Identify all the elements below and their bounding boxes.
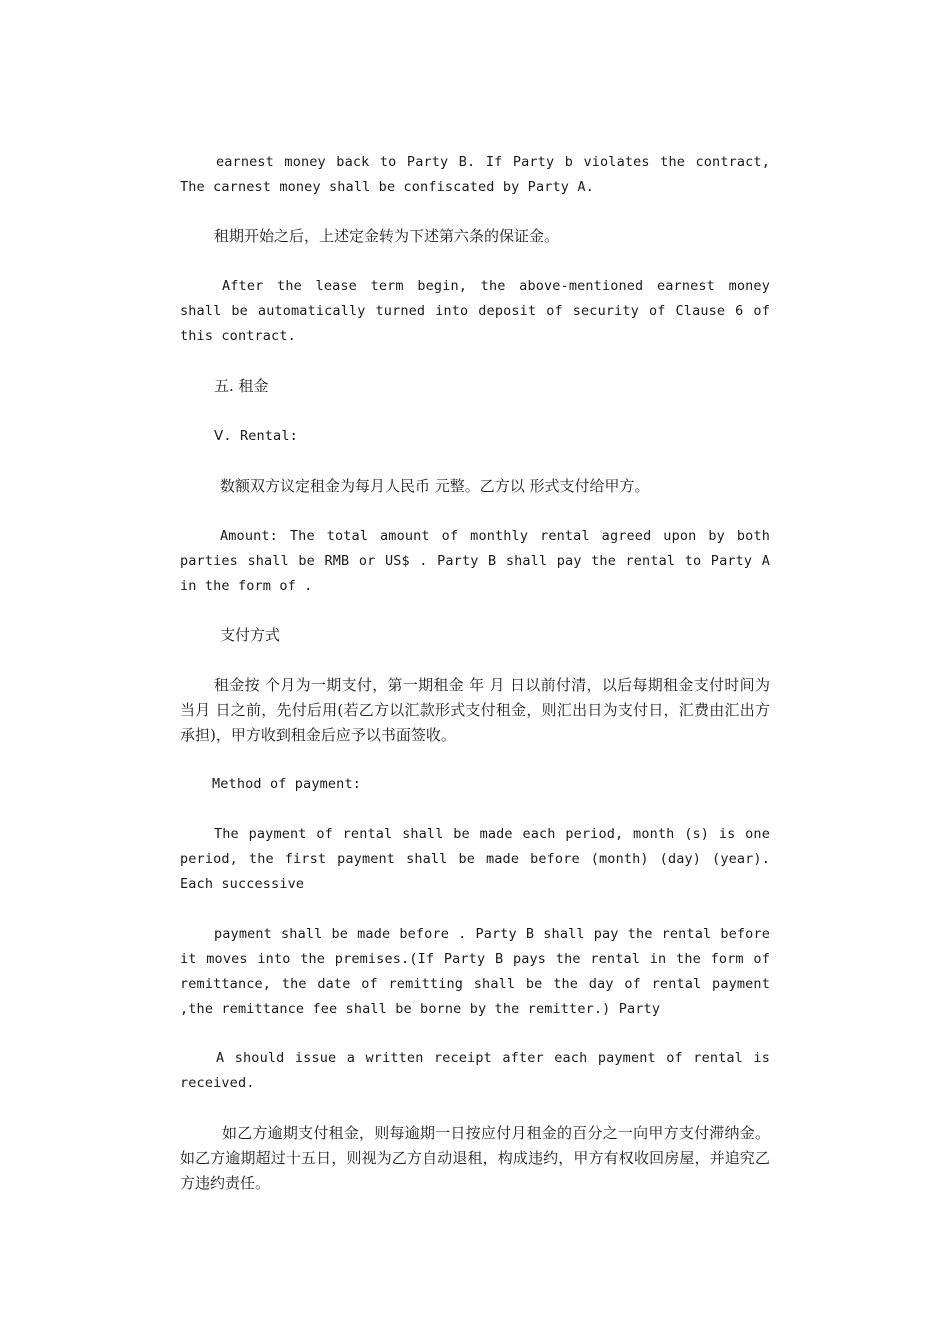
paragraph-deposit-conversion-zh: 租期开始之后，上述定金转为下述第六条的保证金。 bbox=[214, 227, 560, 245]
section-heading-rental-zh: 五. 租金 bbox=[214, 377, 269, 395]
paragraph-deposit-conversion-en: After the lease term begin, the above-mentioned earnest money shall be automatically turned into deposit of security of Clause 6 of this contract. bbox=[180, 278, 770, 344]
subheading-payment-method-en: Method of payment: bbox=[212, 776, 361, 792]
paragraph-amount-zh: 数额双方议定租金为每月人民币 元整。乙方以 形式支付给甲方。 bbox=[220, 477, 650, 495]
paragraph-earnest-money-return: earnest money back to Party B. If Party b violates the contract, The carnest money shall be confiscated by Party A. bbox=[180, 154, 770, 195]
paragraph-payment-method-zh: 租金按 个月为一期支付，第一期租金 年 月 日以前付清，以后每期租金支付时间为当月 日之前，先付后用(若乙方以汇款形式支付租金，则汇出日为支付日，汇费由汇出方承担)，甲方收到租金后应予以书面签收。 bbox=[180, 676, 770, 744]
paragraph-payment-timing-en: payment shall be made before . Party B shall pay the rental before it moves into the premises.(If Party B pays the rental in the form of remittance, the date of remitting shall be the day of rental payment ,the remittance fee shall be borne by the remitter.) Party bbox=[180, 926, 770, 1017]
paragraph-written-receipt-en: A should issue a written receipt after each payment of rental is received. bbox=[180, 1050, 770, 1091]
paragraph-late-payment-zh: 如乙方逾期支付租金，则每逾期一日按应付月租金的百分之一向甲方支付滞纳金。如乙方逾期超过十五日，则视为乙方自动退租，构成违约，甲方有权收回房屋，并追究乙方违约责任。 bbox=[180, 1124, 770, 1192]
paragraph-payment-period-en: The payment of rental shall be made each period, month (s) is one period, the first payment shall be made before (month) (day) (year). Each successive bbox=[180, 826, 770, 892]
paragraph-amount-en: Amount: The total amount of monthly rental agreed upon by both parties shall be RMB or US$ . Party B shall pay the rental to Party A in the form of . bbox=[180, 528, 770, 594]
section-heading-rental-en: Ⅴ. Rental: bbox=[214, 428, 298, 444]
subheading-payment-method-zh: 支付方式 bbox=[220, 626, 281, 644]
